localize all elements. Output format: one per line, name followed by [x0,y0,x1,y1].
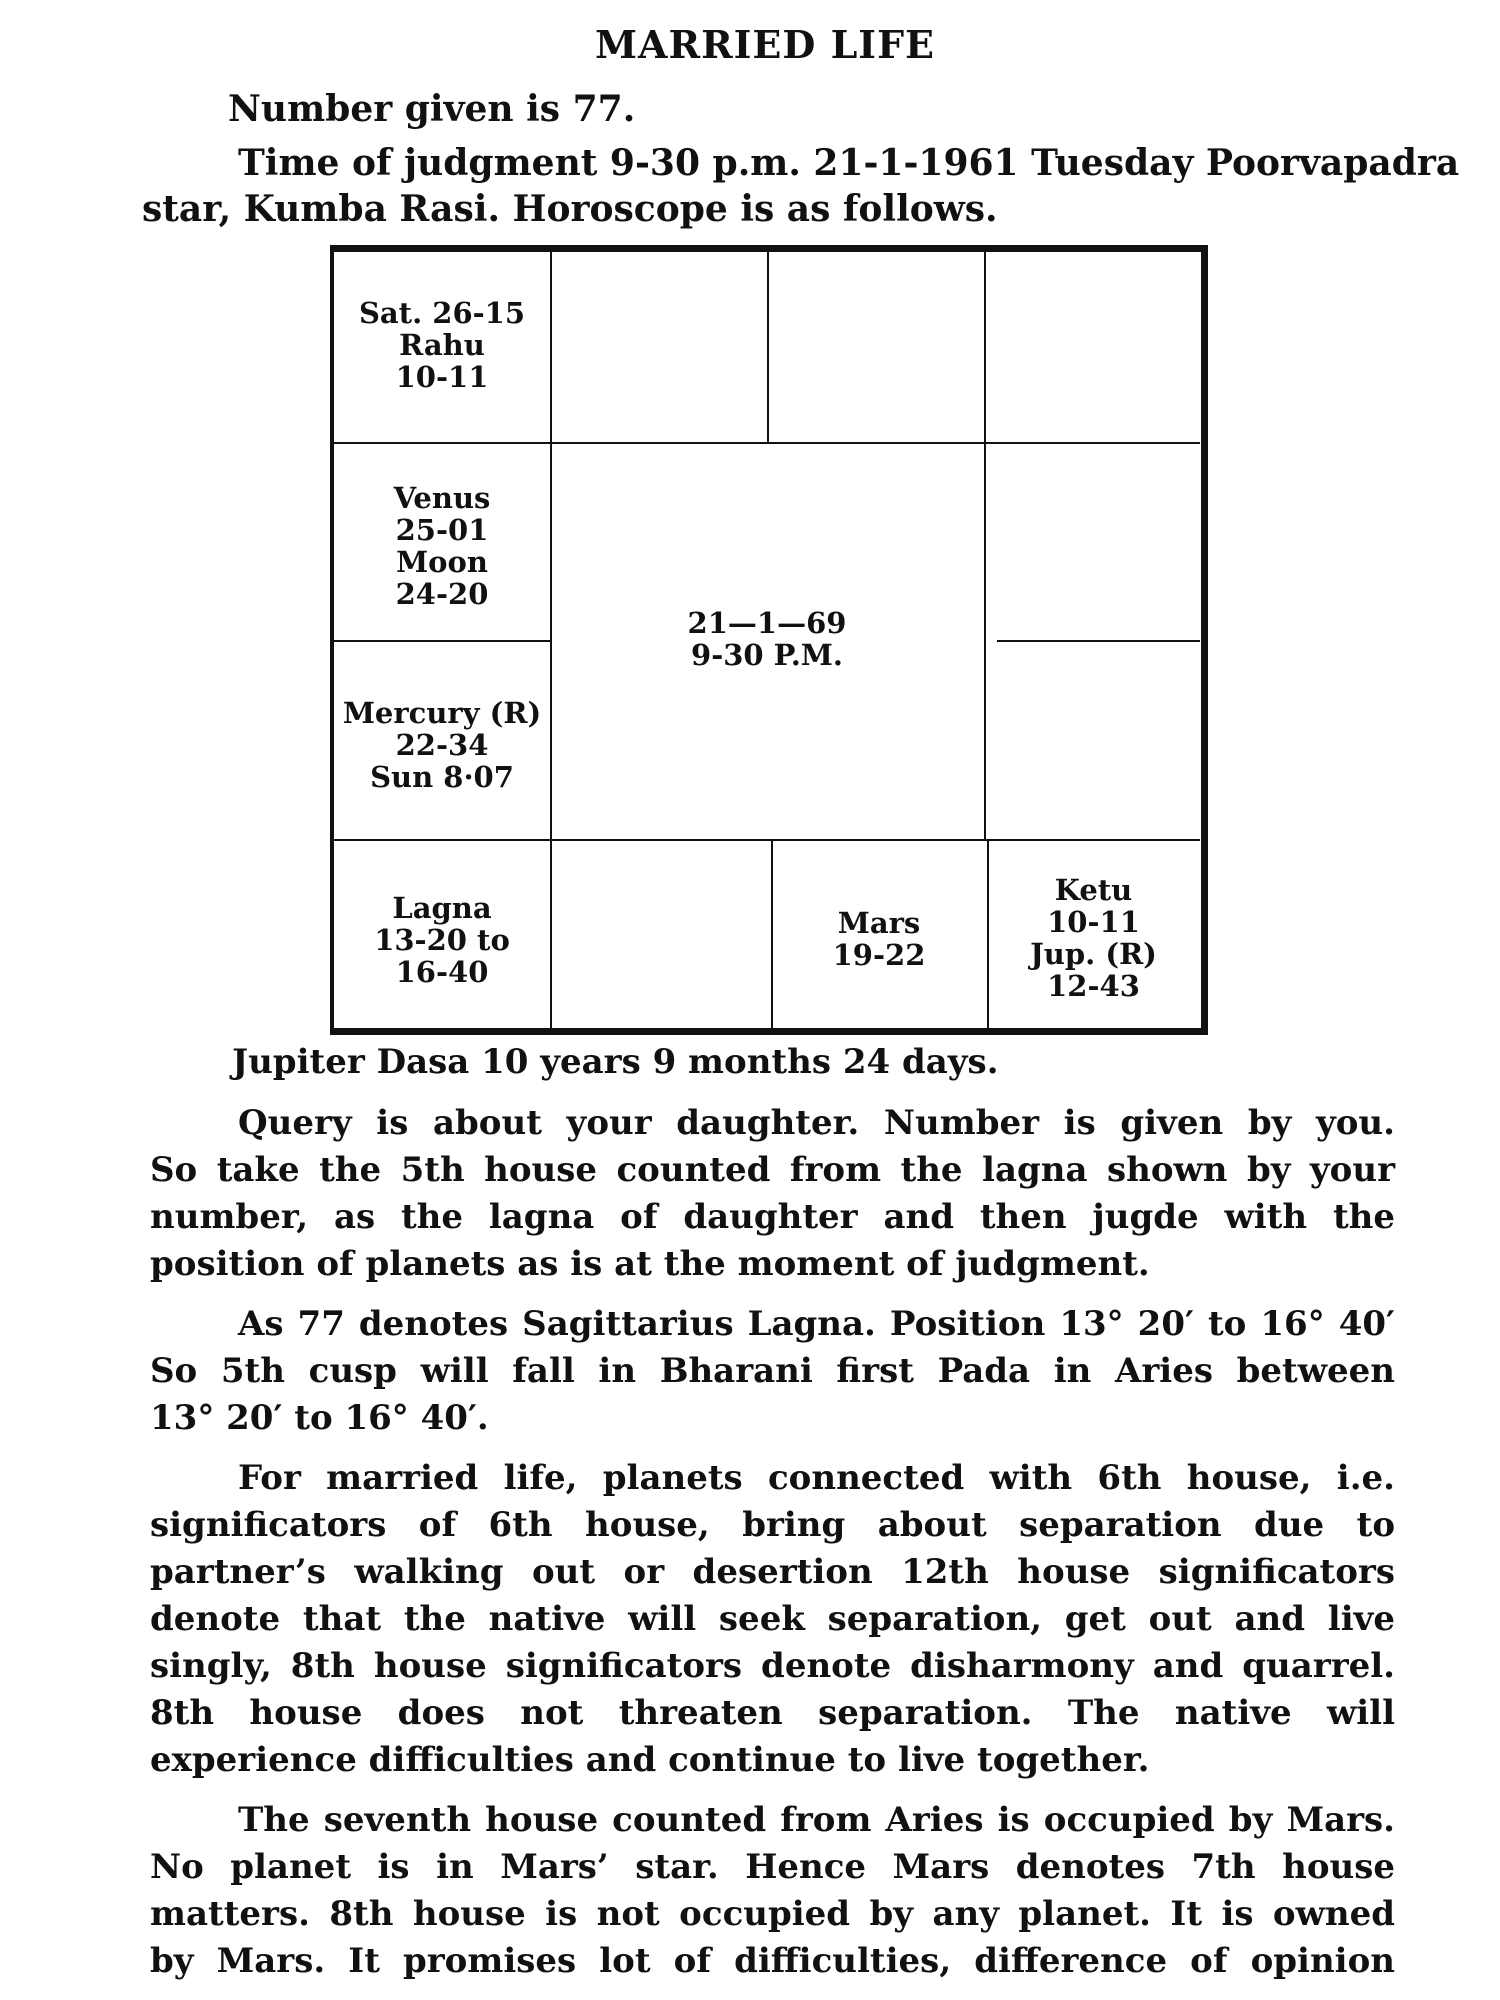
para4-line: matters. 8th house is not occupied by any planet. It is owned [150,1894,1395,1934]
page-title: MARRIED LIFE [594,22,936,67]
intro-star: star, Kumba Rasi. Horoscope is as follows. [142,188,998,230]
intro-number: Number given is 77. [228,88,636,130]
para4-line: No planet is in Mars’ star. Hence Mars denotes 7th house [150,1847,1395,1887]
para3-line: partner’s walking out or desertion 12th house significators [150,1552,1395,1592]
para3-line: For married life, planets connected with 6th house, i.e. [238,1458,1395,1498]
house-pisces: Sat. 26-15 Rahu 10-11 [358,296,526,394]
intro-time: Time of judgment 9-30 p.m. 21-1-1961 Tuesday Poorvapadra [238,142,1460,184]
para3-line: singly, 8th house significators denote disharmony and quarrel. [150,1646,1395,1686]
para4-line: by Mars. It promises lot of difficulties, difference of opinion [150,1941,1395,1981]
house-cancer: Ketu 10-11 Jup. (R) 12-43 [1030,873,1157,1003]
para3-line: experience difficulties and continue to live together. [150,1740,1150,1780]
para3-line: 8th house does not threaten separation. The native will [150,1693,1395,1733]
para2-line: So 5th cusp will fall in Bharani first Pada in Aries between [150,1351,1395,1391]
para4-line: The seventh house counted from Aries is occupied by Mars. [238,1800,1395,1840]
para2-line: 13° 20′ to 16° 40′. [150,1398,489,1438]
house-scorpio: Lagna 13-20 to 16-40 [374,891,510,989]
horoscope-chart [330,245,1208,1035]
house-sagittarius: Mercury (R) 22-34 Sun 8·07 [342,696,542,794]
para1-line: Query is about your daughter. Number is given by you. [238,1103,1395,1143]
house-leo: Mars 19-22 [832,906,926,972]
house-capricorn: Venus 25-01 Moon 24-20 [393,481,491,611]
para3-line: denote that the native will seek separation, get out and live [150,1599,1395,1639]
para1-line: number, as the lagna of daughter and then jugde with the [150,1197,1395,1237]
para1-line: So take the 5th house counted from the lagna shown by your [150,1150,1395,1190]
para2-line: As 77 denotes Sagittarius Lagna. Position 13° 20′ to 16° 40′ [238,1304,1395,1344]
chart-center: 21—1—69 9-30 P.M. [687,606,847,672]
dasa-line: Jupiter Dasa 10 years 9 months 24 days. [232,1042,999,1082]
para1-line: position of planets as is at the moment of judgment. [150,1244,1150,1284]
para3-line: significators of 6th house, bring about separation due to [150,1505,1395,1545]
